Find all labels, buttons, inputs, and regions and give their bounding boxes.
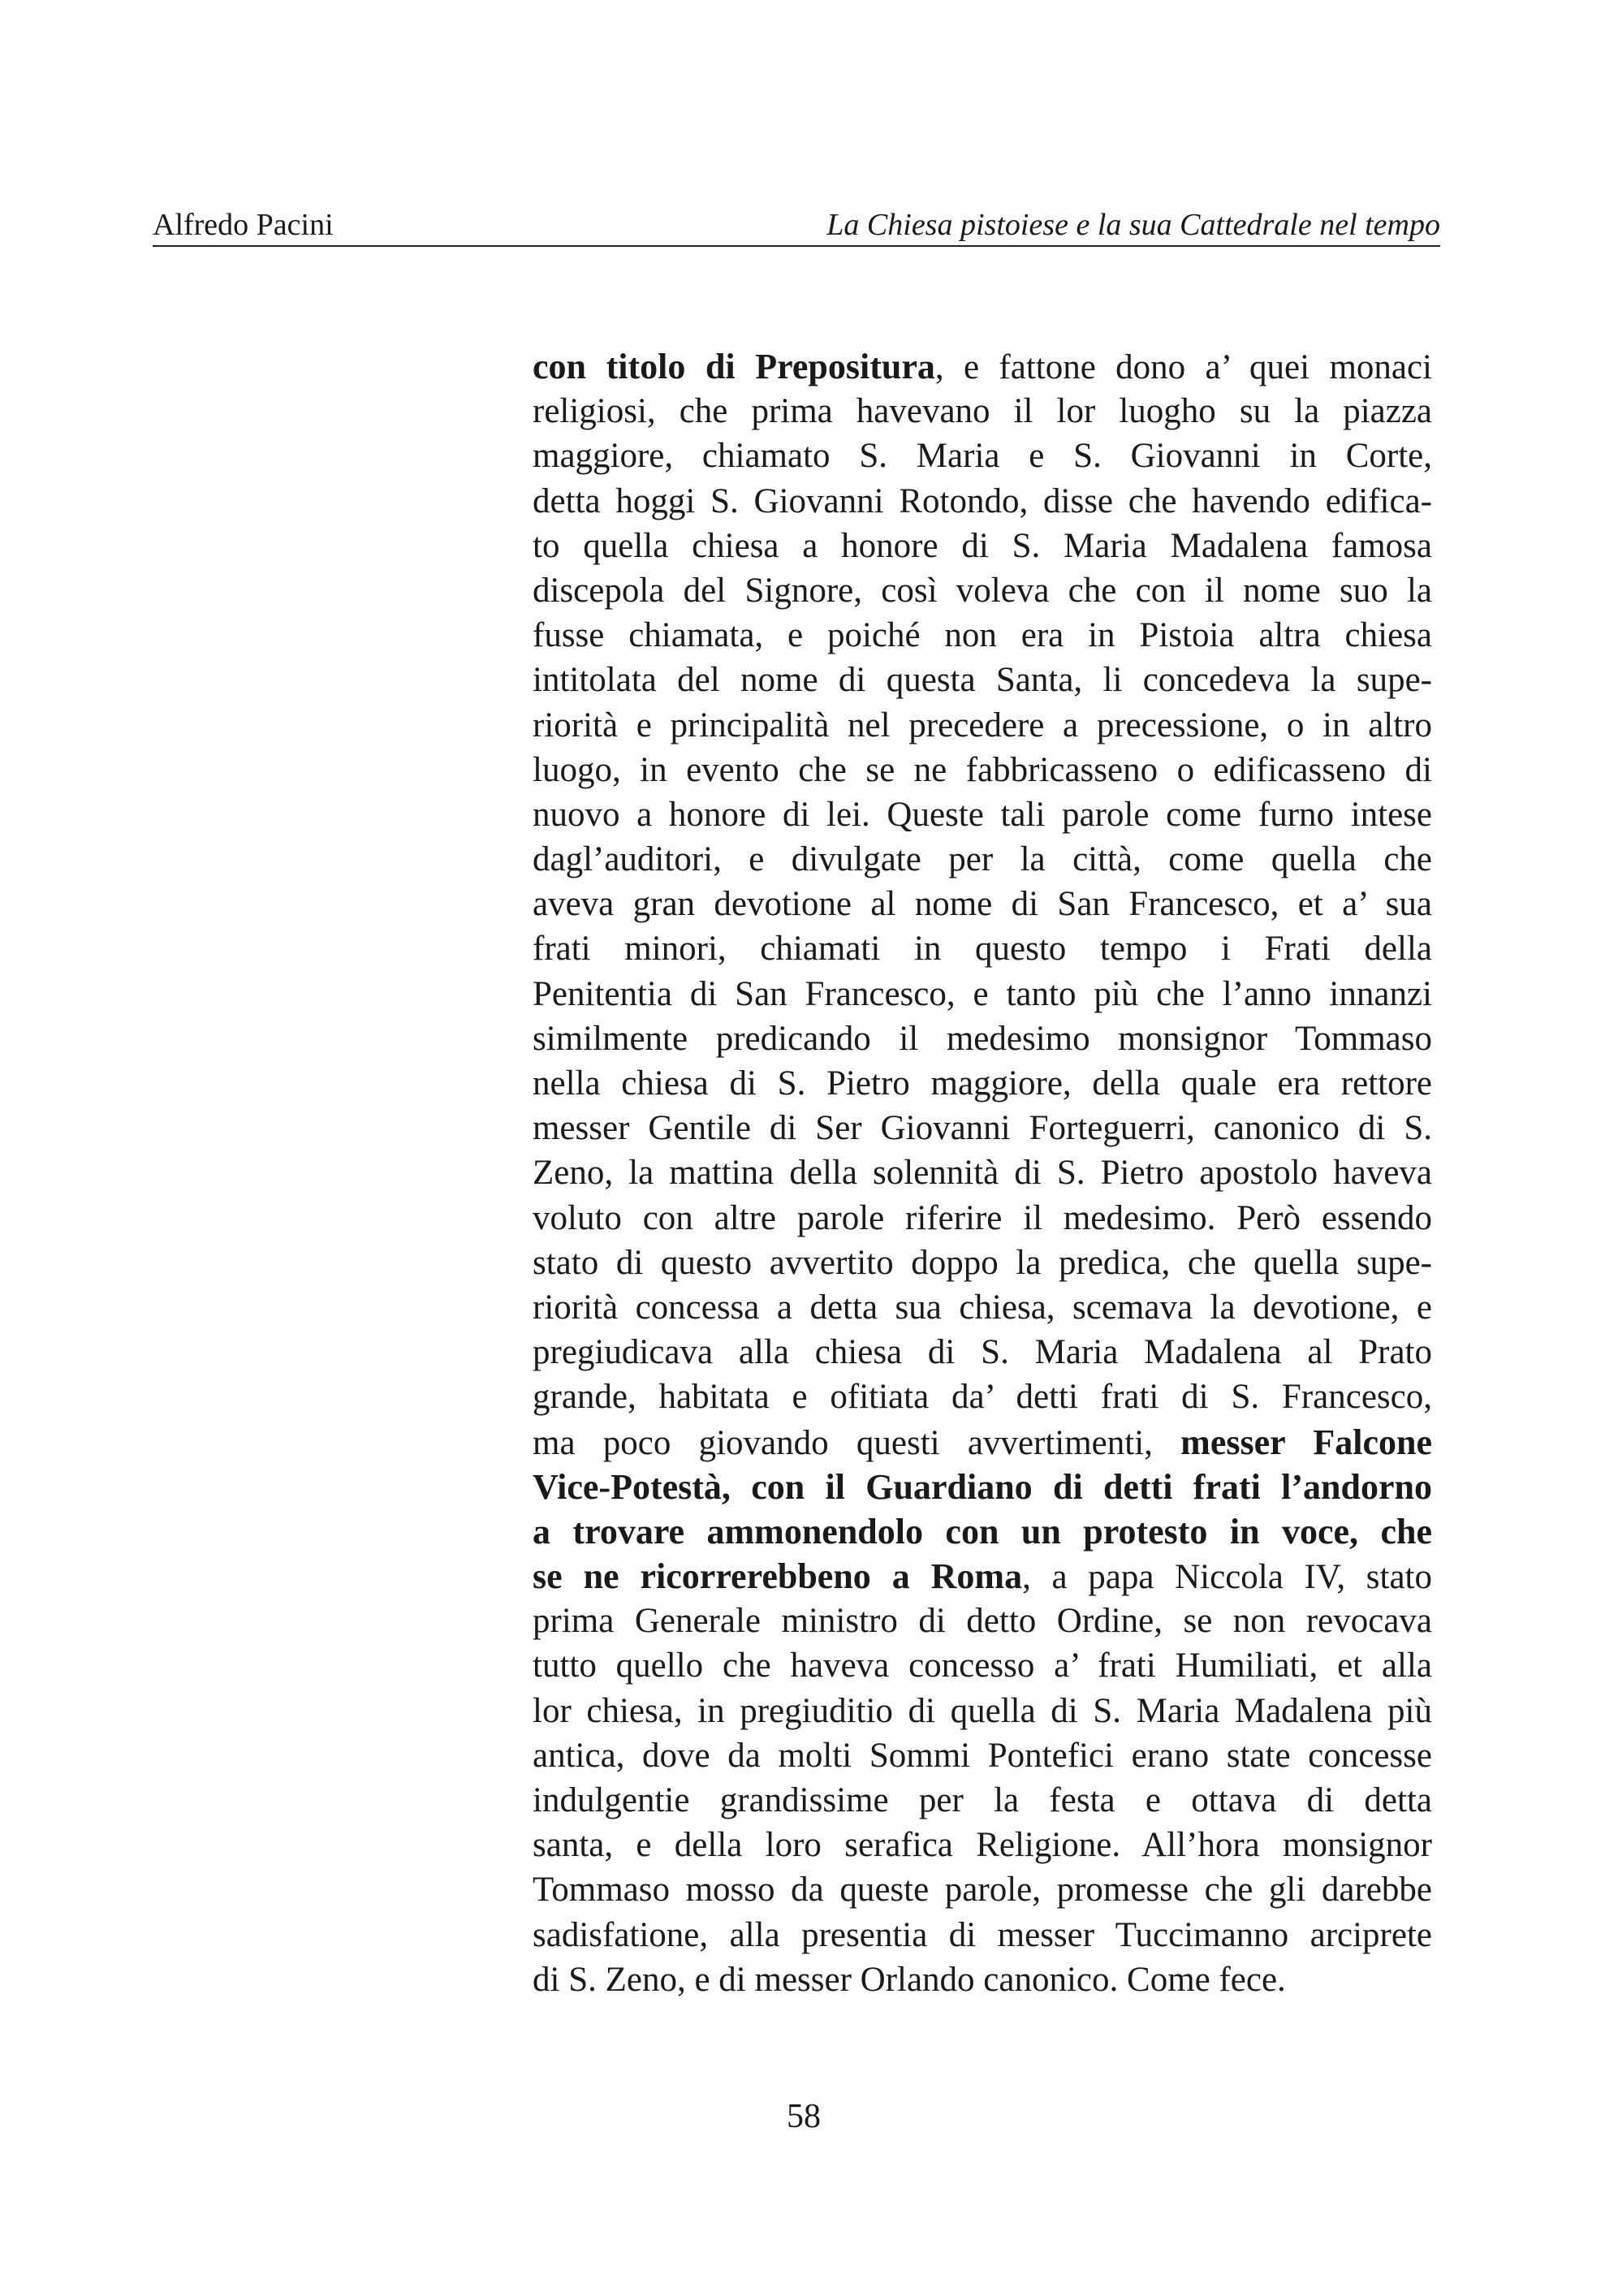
page-number: 58	[787, 2098, 821, 2135]
text-line: di S. Zeno, e di messer Orlando canonico. Come fece.	[533, 1960, 1286, 1999]
text-line: nuovo a honore di lei. Queste tali parole come furno intese	[533, 795, 1432, 834]
text-line: antica, dove da molti Sommi Pontefici erano state concesse	[533, 1736, 1432, 1775]
text-line: Vice-Potestà, con il Guardiano di detti frati l’andorno	[533, 1466, 1432, 1507]
text-line: sadisfatione, alla presentia di messer Tuccimanno arciprete	[533, 1915, 1432, 1954]
text-line: indulgentie grandissime per la festa e ottava di detta	[533, 1781, 1432, 1819]
book-title: La Chiesa pistoiese e la sua Cattedrale nel tempo	[826, 208, 1440, 242]
text-line: se ne ricorrerebbeno a Roma, a papa Niccola IV, stato	[533, 1556, 1432, 1597]
text-line: religiosi, che prima havevano il lor luogho su la piazza	[533, 392, 1432, 431]
text-line: to quella chiesa a honore di S. Maria Madalena famosa	[533, 526, 1432, 565]
text-line: prima Generale ministro di detto Ordine, se non revocava	[533, 1602, 1432, 1641]
text-line: pregiudicava alla chiesa di S. Maria Madalena al Prato	[533, 1333, 1432, 1372]
running-head	[153, 205, 1440, 247]
text-line: grande, habitata e ofitiata da’ detti frati di S. Francesco,	[533, 1378, 1432, 1417]
text-line: frati minori, chiamati in questo tempo i Frati della	[533, 930, 1432, 969]
text-line: detta hoggi S. Giovanni Rotondo, disse che havendo edifica-	[533, 481, 1432, 520]
author-name: Alfredo Pacini	[153, 208, 334, 242]
text-line: maggiore, chiamato S. Maria e S. Giovanni in Corte,	[533, 437, 1432, 476]
text-line: dagl’auditori, e divulgate per la città, come quella che	[533, 840, 1432, 879]
text-line: voluto con altre parole riferire il medesimo. Però essendo	[533, 1198, 1432, 1237]
text-line: santa, e della loro serafica Religione. All’hora monsignor	[533, 1826, 1432, 1865]
text-line: nella chiesa di S. Pietro maggiore, della quale era rettore	[533, 1064, 1432, 1103]
text-line: riorità e principalità nel precedere a precessione, o in altro	[533, 706, 1432, 744]
text-line: fusse chiamata, e poiché non era in Pistoia altra chiesa	[533, 616, 1432, 655]
text-line: luogo, in evento che se ne fabbricasseno o edificasseno di	[533, 750, 1432, 789]
text-line: riorità concessa a detta sua chiesa, scemava la devotione, e	[533, 1288, 1432, 1327]
text-line: messer Gentile di Ser Giovanni Forteguerri, canonico di S.	[533, 1109, 1432, 1148]
text-line: stato di questo avvertito doppo la predica, che quella supe-	[533, 1243, 1432, 1282]
text-line: similmente predicando il medesimo monsignor Tommaso	[533, 1019, 1432, 1058]
text-line: Penitentia di San Francesco, e tanto più che l’anno innanzi	[533, 974, 1432, 1013]
text-line: intitolata del nome di questa Santa, li concedeva la supe-	[533, 661, 1432, 700]
text-line: ma poco giovando questi avvertimenti, messer Falcone	[533, 1422, 1432, 1462]
text-line: tutto quello che haveva concesso a’ frati Humiliati, et alla	[533, 1646, 1432, 1685]
text-line: aveva gran devotione al nome di San Francesco, et a’ sua	[533, 885, 1432, 924]
text-line: Zeno, la mattina della solennità di S. Pietro apostolo haveva	[533, 1154, 1432, 1193]
text-line: a trovare ammonendolo con un protesto in voce, che	[533, 1511, 1432, 1552]
text-line: Tommaso mosso da queste parole, promesse che gli darebbe	[533, 1871, 1432, 1910]
text-line: lor chiesa, in pregiuditio di quella di S. Maria Madalena più	[533, 1691, 1432, 1730]
text-line: con titolo di Prepositura, e fattone dono a’ quei monaci	[533, 347, 1432, 386]
text-line: discepola del Signore, così voleva che con il nome suo la	[533, 571, 1432, 610]
body-text	[533, 344, 1432, 2002]
